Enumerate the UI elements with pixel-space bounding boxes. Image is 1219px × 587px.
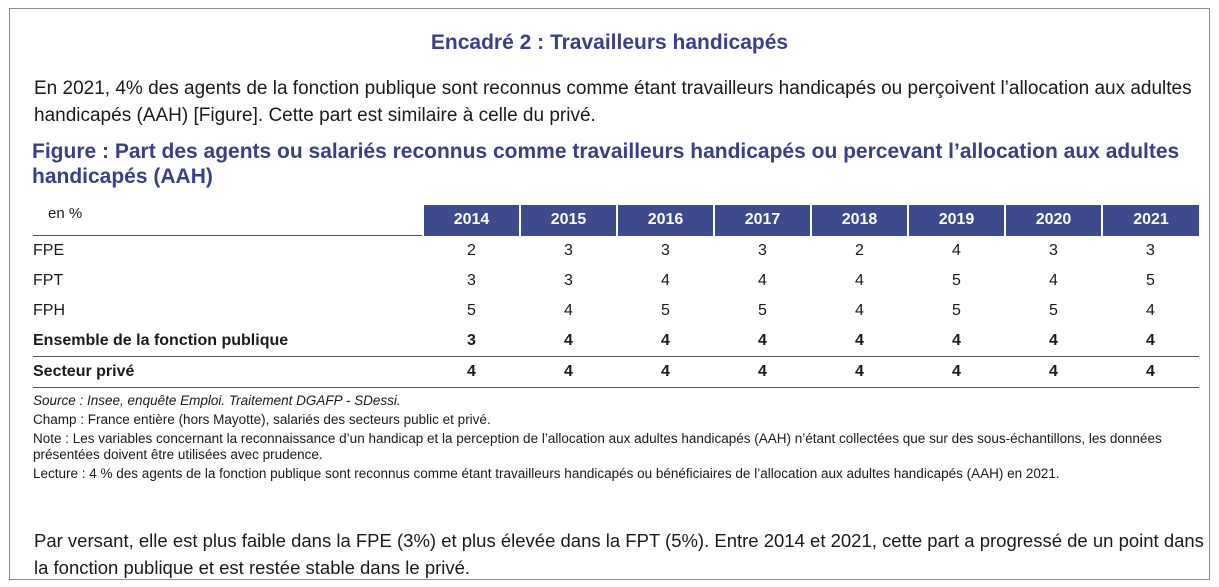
table-row bbox=[33, 236, 1199, 267]
table-cell: 3 bbox=[467, 272, 476, 289]
source-note: Source : Insee, enquête Emploi. Traitement DGAFP - SDessi. bbox=[33, 393, 401, 408]
table-cell: 4 bbox=[714, 357, 811, 388]
table-cell: 4 bbox=[1146, 332, 1155, 349]
lecture-note: Lecture : 4 % des agents de la fonction publique sont reconnus comme étant travailleurs handicapés ou bénéficiaires de l’allocation aux adultes handicapés (AAH) en 2021. bbox=[33, 466, 1060, 481]
table-row bbox=[33, 266, 1199, 296]
table-cell: 4 bbox=[617, 357, 714, 388]
year-header: 2018 bbox=[811, 205, 908, 236]
unit-label bbox=[33, 205, 423, 236]
method-note: Note : Les variables concernant la reconnaissance d’un handicap et la perception de l’allocation aux adultes handicapés (AAH) n’étant collectées que sur des sous-échantillons, les données présentées doivent être utilisées avec prudence. bbox=[33, 431, 1162, 462]
table-cell: 4 bbox=[758, 272, 767, 289]
table-cell: 4 bbox=[855, 332, 864, 349]
table-cell: 4 bbox=[564, 302, 573, 319]
year-header: 2016 bbox=[617, 205, 714, 236]
table-cell: 3 bbox=[714, 236, 811, 267]
year-header: 2014 bbox=[423, 205, 520, 236]
table-cell: 5 bbox=[1049, 302, 1058, 319]
table-cell: 3 bbox=[617, 236, 714, 267]
row-label: FPE bbox=[33, 236, 423, 267]
table-cell: 4 bbox=[1102, 357, 1199, 388]
table-cell: 4 bbox=[564, 332, 573, 349]
year-header: 2019 bbox=[908, 205, 1005, 236]
year-header: 2021 bbox=[1102, 205, 1199, 236]
outro-text: Par versant, elle est plus faible dans la FPE (3%) et plus élevée dans la FPT (5%). Entre 2014 et 2021, cette part a progressé de un point dans la fonction publique et est restée stable dans le privé. bbox=[34, 530, 1204, 578]
row-label: Ensemble de la fonction publique bbox=[33, 332, 289, 349]
table-cell: 4 bbox=[811, 357, 908, 388]
figure-notes bbox=[33, 393, 1205, 485]
table-cell: 2 bbox=[811, 236, 908, 267]
year-header: 2017 bbox=[714, 205, 811, 236]
row-label: FPH bbox=[33, 302, 65, 319]
table-cell: 4 bbox=[855, 302, 864, 319]
table-cell: 4 bbox=[855, 272, 864, 289]
intro-text: En 2021, 4% des agents de la fonction publique sont reconnus comme étant travailleurs handicapés ou perçoivent l’allocation aux adultes handicapés (AAH) [Figure]. Cette part est similaire à celle du privé. bbox=[34, 78, 1192, 126]
row-label: Secteur privé bbox=[33, 357, 423, 388]
outro-paragraph bbox=[34, 527, 1204, 581]
year-header: 2015 bbox=[520, 205, 617, 236]
encadre-frame bbox=[9, 8, 1210, 580]
table-cell: 4 bbox=[758, 332, 767, 349]
champ-note: Champ : France entière (hors Mayotte), salariés des secteurs public et privé. bbox=[33, 412, 491, 427]
table-cell: 5 bbox=[758, 302, 767, 319]
row-label: FPT bbox=[33, 272, 64, 289]
table-cell: 3 bbox=[564, 272, 573, 289]
table-cell: 3 bbox=[467, 332, 476, 349]
table-cell: 4 bbox=[952, 332, 961, 349]
table-cell: 4 bbox=[1049, 332, 1058, 349]
table-cell: 4 bbox=[908, 357, 1005, 388]
table-cell: 4 bbox=[661, 332, 670, 349]
table-header-row bbox=[33, 205, 1199, 236]
table-cell: 4 bbox=[1146, 302, 1155, 319]
intro-paragraph bbox=[34, 75, 1194, 129]
table-cell: 4 bbox=[1049, 272, 1058, 289]
table-cell: 4 bbox=[661, 272, 670, 289]
box-title: Encadré 2 : Travailleurs handicapés bbox=[430, 31, 789, 54]
year-header: 2020 bbox=[1005, 205, 1102, 236]
unit-text: en % bbox=[48, 205, 83, 222]
table-cell: 3 bbox=[1005, 236, 1102, 267]
table-row bbox=[33, 296, 1199, 326]
table-cell: 4 bbox=[1005, 357, 1102, 388]
table-cell: 4 bbox=[423, 357, 520, 388]
table-cell: 4 bbox=[908, 236, 1005, 267]
table-cell: 3 bbox=[1102, 236, 1199, 267]
table-cell: 5 bbox=[952, 302, 961, 319]
data-table bbox=[33, 205, 1199, 388]
table-cell: 5 bbox=[467, 302, 476, 319]
figure-title: Figure : Part des agents ou salariés reconnus comme travailleurs handicapés ou percevant l’allocation aux adultes handicapés (AAH) bbox=[32, 140, 1180, 188]
table-cell: 3 bbox=[520, 236, 617, 267]
table-row bbox=[33, 326, 1199, 357]
table-cell: 4 bbox=[520, 357, 617, 388]
table-cell: 5 bbox=[661, 302, 670, 319]
table-cell: 5 bbox=[1146, 272, 1155, 289]
table-row bbox=[33, 357, 1199, 388]
table-cell: 2 bbox=[423, 236, 520, 267]
table-cell: 5 bbox=[952, 272, 961, 289]
